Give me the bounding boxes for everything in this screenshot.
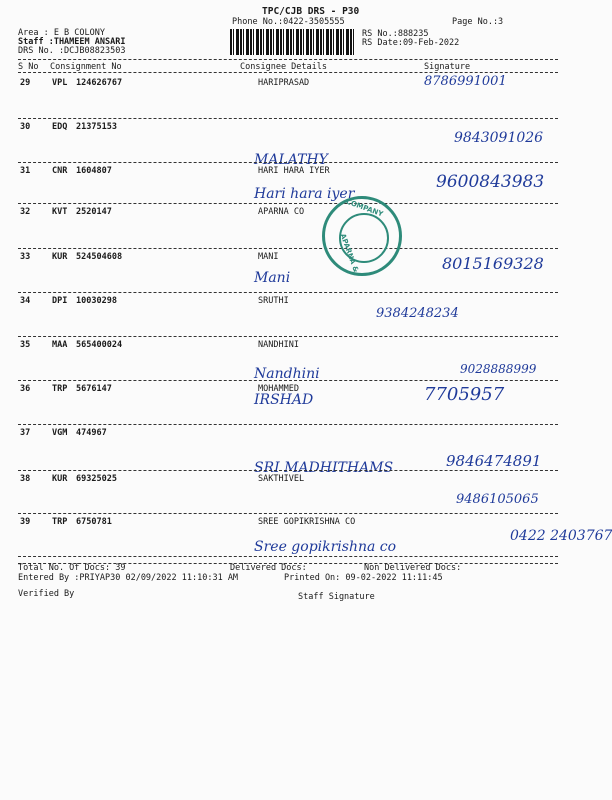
row-signature: 8786991001 [424,74,507,89]
row-number: 124626767 [76,78,123,88]
row-signature: 9600843983 [436,172,545,192]
row-consignee-name: MANI [258,252,279,262]
row-code: KVT [52,207,68,217]
row-number: 5676147 [76,384,112,394]
row-code: MAA [52,340,68,350]
col-consignee: Consignee Details [240,62,327,72]
verified-by: Verified By [18,589,75,599]
row-handwritten-name: Mani [254,270,291,286]
area-label: Area : E B COLONY [18,28,105,38]
row-consignee-name: APARNA CO [258,207,305,217]
row-code: TRP [52,384,68,394]
row-sno: 33 [20,252,31,262]
row-code: KUR [52,252,68,262]
row-handwritten-name: SRI MADHITHAMS [254,460,394,476]
stamp-bottom-text: APARNA & [338,232,360,274]
row-signature: 9846474891 [446,452,542,470]
row-signature: 9486105065 [456,492,539,507]
row-handwritten-name: Nandhini [254,366,320,382]
row-signature: 0422 2403767 [510,528,612,544]
row-sno: 38 [20,474,31,484]
row-consignee-name: SRUTHI [258,296,289,306]
row-consignee-name: HARIPRASAD [258,78,310,88]
row-signature: 9028888999 [460,362,537,376]
row-sno: 35 [20,340,31,350]
document-title: TPC/CJB DRS - P30 [262,6,360,17]
row-sno: 39 [20,517,31,527]
row-signature: 9843091026 [454,130,544,146]
row-number: 10030298 [76,296,117,306]
col-sno: S No [18,62,39,72]
row-number: 6750781 [76,517,112,527]
row-consignee-name: HARI HARA IYER [258,166,330,176]
stamp-top-text: COMPANY [344,197,385,219]
page-number: Page No.:3 [452,17,504,27]
row-number: 524504608 [76,252,123,262]
rs-number: RS No.:888235 [362,29,429,39]
row-sno: 30 [20,122,31,132]
row-consignee-name: MOHAMMED [258,384,299,394]
row-sno: 37 [20,428,31,438]
row-number: 474967 [76,428,107,438]
row-consignee-name: NANDHINI [258,340,299,350]
row-sno: 32 [20,207,31,217]
row-code: VPL [52,78,68,88]
row-sno: 36 [20,384,31,394]
company-stamp [322,196,402,276]
row-code: DPI [52,296,68,306]
row-sno: 31 [20,166,31,176]
row-code: TRP [52,517,68,527]
row-consignee-name: SREE GOPIKRISHNA CO [258,517,356,527]
row-sno: 29 [20,78,31,88]
row-signature: 9384248234 [376,306,459,321]
row-number: 1604807 [76,166,112,176]
phone-number: Phone No.:0422-3505555 [232,17,345,27]
row-code: EDQ [52,122,68,132]
non-delivered-docs: Non Delivered Docs: [364,563,462,573]
staff-signature: Staff Signature [298,592,375,602]
row-number: 565400024 [76,340,123,350]
row-handwritten-name: Sree gopikrishna co [254,539,397,555]
printed-on: Printed On: 09-02-2022 11:11:45 [284,573,443,583]
drs-number: DRS No. :DCJB08823503 [18,46,126,56]
row-handwritten-name: IRSHAD [254,392,314,408]
row-code: CNR [52,166,68,176]
row-code: KUR [52,474,68,484]
rs-date: RS Date:09-Feb-2022 [362,38,460,48]
staff-label: Staff :THAMEEM ANSARI [18,37,126,47]
row-number: 2520147 [76,207,112,217]
row-number: 21375153 [76,122,117,132]
row-handwritten-name: Hari hara iyer [254,186,355,202]
barcode [230,29,355,55]
row-signature: 7705957 [424,384,505,405]
row-code: VGM [52,428,68,438]
total-docs: Total No. Of Docs: 39 [18,563,126,573]
col-signature: Signature [424,62,471,72]
row-number: 69325025 [76,474,117,484]
row-signature: 8015169328 [442,254,544,273]
delivered-docs: Delivered Docs: [230,563,307,573]
row-handwritten-name: MALATHY [254,152,328,168]
col-consignment: Consignment No [50,62,122,72]
row-consignee-name: SAKTHIVEL [258,474,305,484]
row-sno: 34 [20,296,31,306]
entered-by: Entered By :PRIYAP30 02/09/2022 11:10:31 AM [18,573,239,583]
